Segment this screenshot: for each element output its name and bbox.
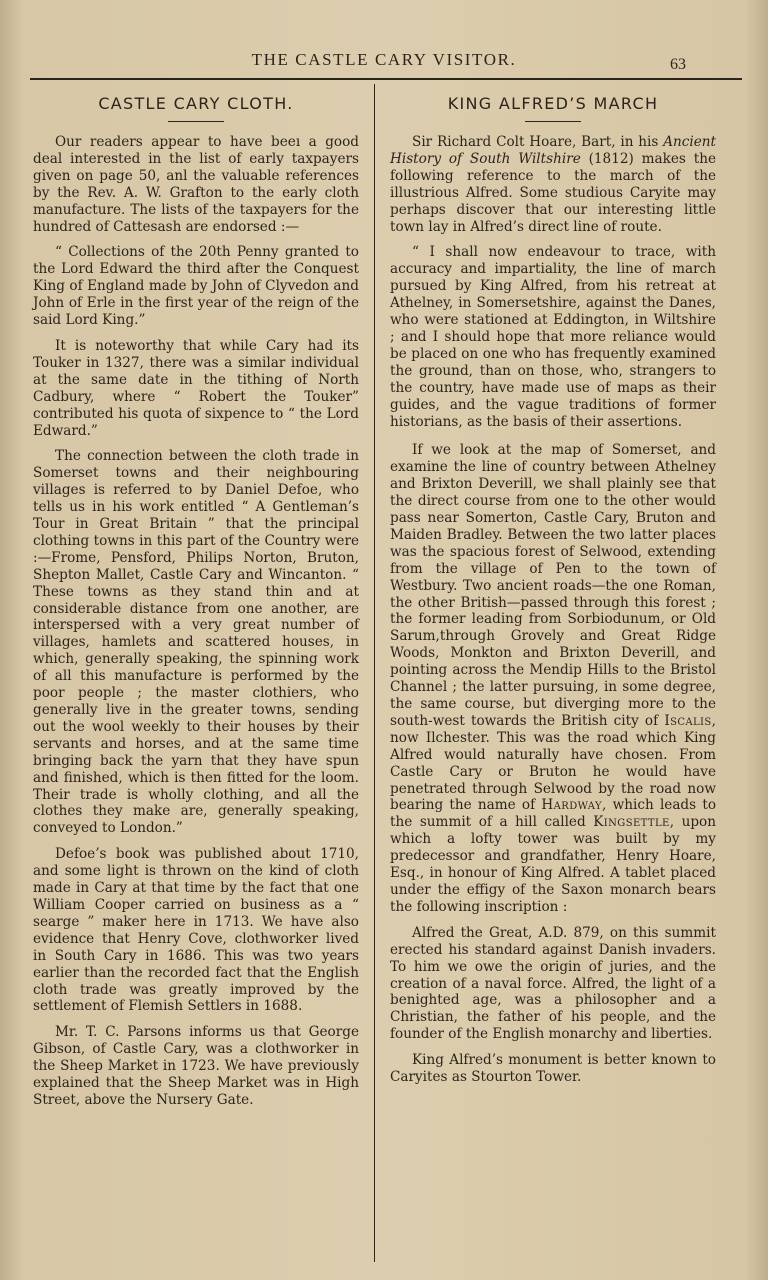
road-name: Hardway <box>541 797 603 814</box>
header-rule <box>30 78 742 80</box>
paragraph: Sir Richard Colt Hoare, Bart, in his Ancient History of South Wiltshire (1812) makes the following reference to the march of the illustrious Alfred. Some studious Caryite may perhaps discover that our interesting little town lay in Alfred’s direct line of route. <box>390 134 716 235</box>
paragraph: It is noteworthy that while Cary had its Touker in 1327, there was a similar individual at the same date in the tithing of North Cadbury, where “ Robert the Touker” contributed his quota of sixpence to “ the Lord Edward.” <box>33 337 359 439</box>
left-column <box>33 92 359 1109</box>
place-name: Iscalis <box>664 712 712 729</box>
inscription: Alfred the Great, A.D. 879, on this summit erected his standard against Danish invaders. To him we owe the origin of juries, and the creation of a naval force. Alfred, the light of a benighted age, was a philosopher and a Christian, the father of his people, and the founder of the English monarchy and liberties. <box>390 924 716 1043</box>
paragraph: If we look at the map of Somerset, and examine the line of country between Athelney and Brixton Deverill, we shall plainly see that the direct course from one to the other would pass near Somerton, Castle Cary, Bruton and Maiden Bradley. Between the two latter places was the spacious forest of Selwood, extending from the village of Pen to the town of Westbury. Two ancient roads—the one Roman, the other British—passed through this forest ; the former leading from Sorbiodunum, or Old Sarum,through Grovely and Great Ridge Woods, Monkton and Brixton Deverill, and pointing across the Mendip Hills to the Bristol Channel ; the latter pursuing, in some degree, the same course, but diverging more to the south-west towards the British city of Iscalis, now Ilchester. This was the road which King Alfred would naturally have chosen. From Castle Cary or Bruton he would have penetrated through Selwood by the road now bearing the name of Hardway, which leads to the summit of a hill called Kingsettle, upon which a lofty tower was built by my predecessor and grandfather, Henry Hoare, Esq., in honour of King Alfred. A tablet placed under the effigy of the Saxon monarch bears the following inscription : <box>390 442 717 915</box>
paragraph: “ Collections of the 20th Penny granted to the Lord Edward the third after the Conquest King of England made by John of Clyvedon and John of Erle in the first year of the reign of the said Lord King.” <box>33 244 359 329</box>
paragraph: The connection between the cloth trade in Somerset towns and their neighbouring villages is referred to by Daniel Defoe, who tells us in his work entitled “ A Gentleman’s Tour in Great Britain ” that the principal clothing towns in this part of the Country were :—Frome, Pensford, Philips Norton, Bruton, Shepton Mallet, Castle Cary and Wincanton. “ These towns as they stand thin and at considerable distance from one another, are interspersed with a very great number of villages, hamlets and scattered houses, in which, generally speaking, the spinning work of all this manufacture is performed by the poor people ; the master clothiers, who generally live in the greater towns, sending out the wool weekly to their houses by their servants and horses, and at the same time bringing back the yarn that they have spun and finished, which is then fitted for the loom. Their trade is wholly clothing, and all the clothes they make are, generally speaking, conveyed to London.” <box>33 448 359 837</box>
hill-name: Kingsettle <box>593 814 670 831</box>
title-rule <box>168 121 224 122</box>
running-title: THE CASTLE CARY VISITOR. <box>251 50 517 69</box>
castle-cary-cloth-title: CASTLE CARY CLOTH. <box>98 94 294 113</box>
paragraph: Defoe’s book was published about 1710, and some light is thrown on the kind of cloth made in Cary at that time by the fact that one William Cooper carried on business as a “ searge ” maker here in 1713. We have also evidence that Henry Cove, clothworker lived in South Cary in 1686. This was two years earlier than the recorded fact that the English cloth trade was greatly improved by the settlement of Flemish Settlers in 1688. <box>33 846 359 1015</box>
title-rule <box>525 121 581 122</box>
book-title: Ancient History of South Wiltshire <box>390 134 716 167</box>
paragraph: King Alfred’s monument is better known to Caryites as Stourton Tower. <box>390 1052 716 1086</box>
column-divider <box>374 84 375 1262</box>
king-alfreds-march-title: KING ALFRED’S MARCH <box>447 94 659 113</box>
paragraph: Mr. T. C. Parsons informs us that George Gibson, of Castle Cary, was a clothworker in the Sheep Market in 1723. We have previously explained that the Sheep Market was in High Street, above the Nursery Gate. <box>33 1024 359 1108</box>
paragraph: “ I shall now endeavour to trace, with accuracy and impartiality, the line of march pursued by King Alfred, from his retreat at Athelney, in Somersetshire, against the Danes, who were stationed at Eddington, in Wiltshire ; and I should hope that more reliance would be placed on one who has frequently examined the ground, than on those, who, strangers to the country, have made use of maps as their guides, and the vague traditions of former historians, as the basis of their assertions. <box>390 244 716 430</box>
right-column <box>390 92 716 1086</box>
paragraph: Our readers appear to have beeı a good deal interested in the list of early taxpayers given on page 50, anl the valuable references by the Rev. A. W. Grafton to the early cloth manufacture. The lists of the taxpayers for the hundred of Cattesash are endorsed :— <box>33 134 359 235</box>
page-number: 63 <box>670 56 686 73</box>
